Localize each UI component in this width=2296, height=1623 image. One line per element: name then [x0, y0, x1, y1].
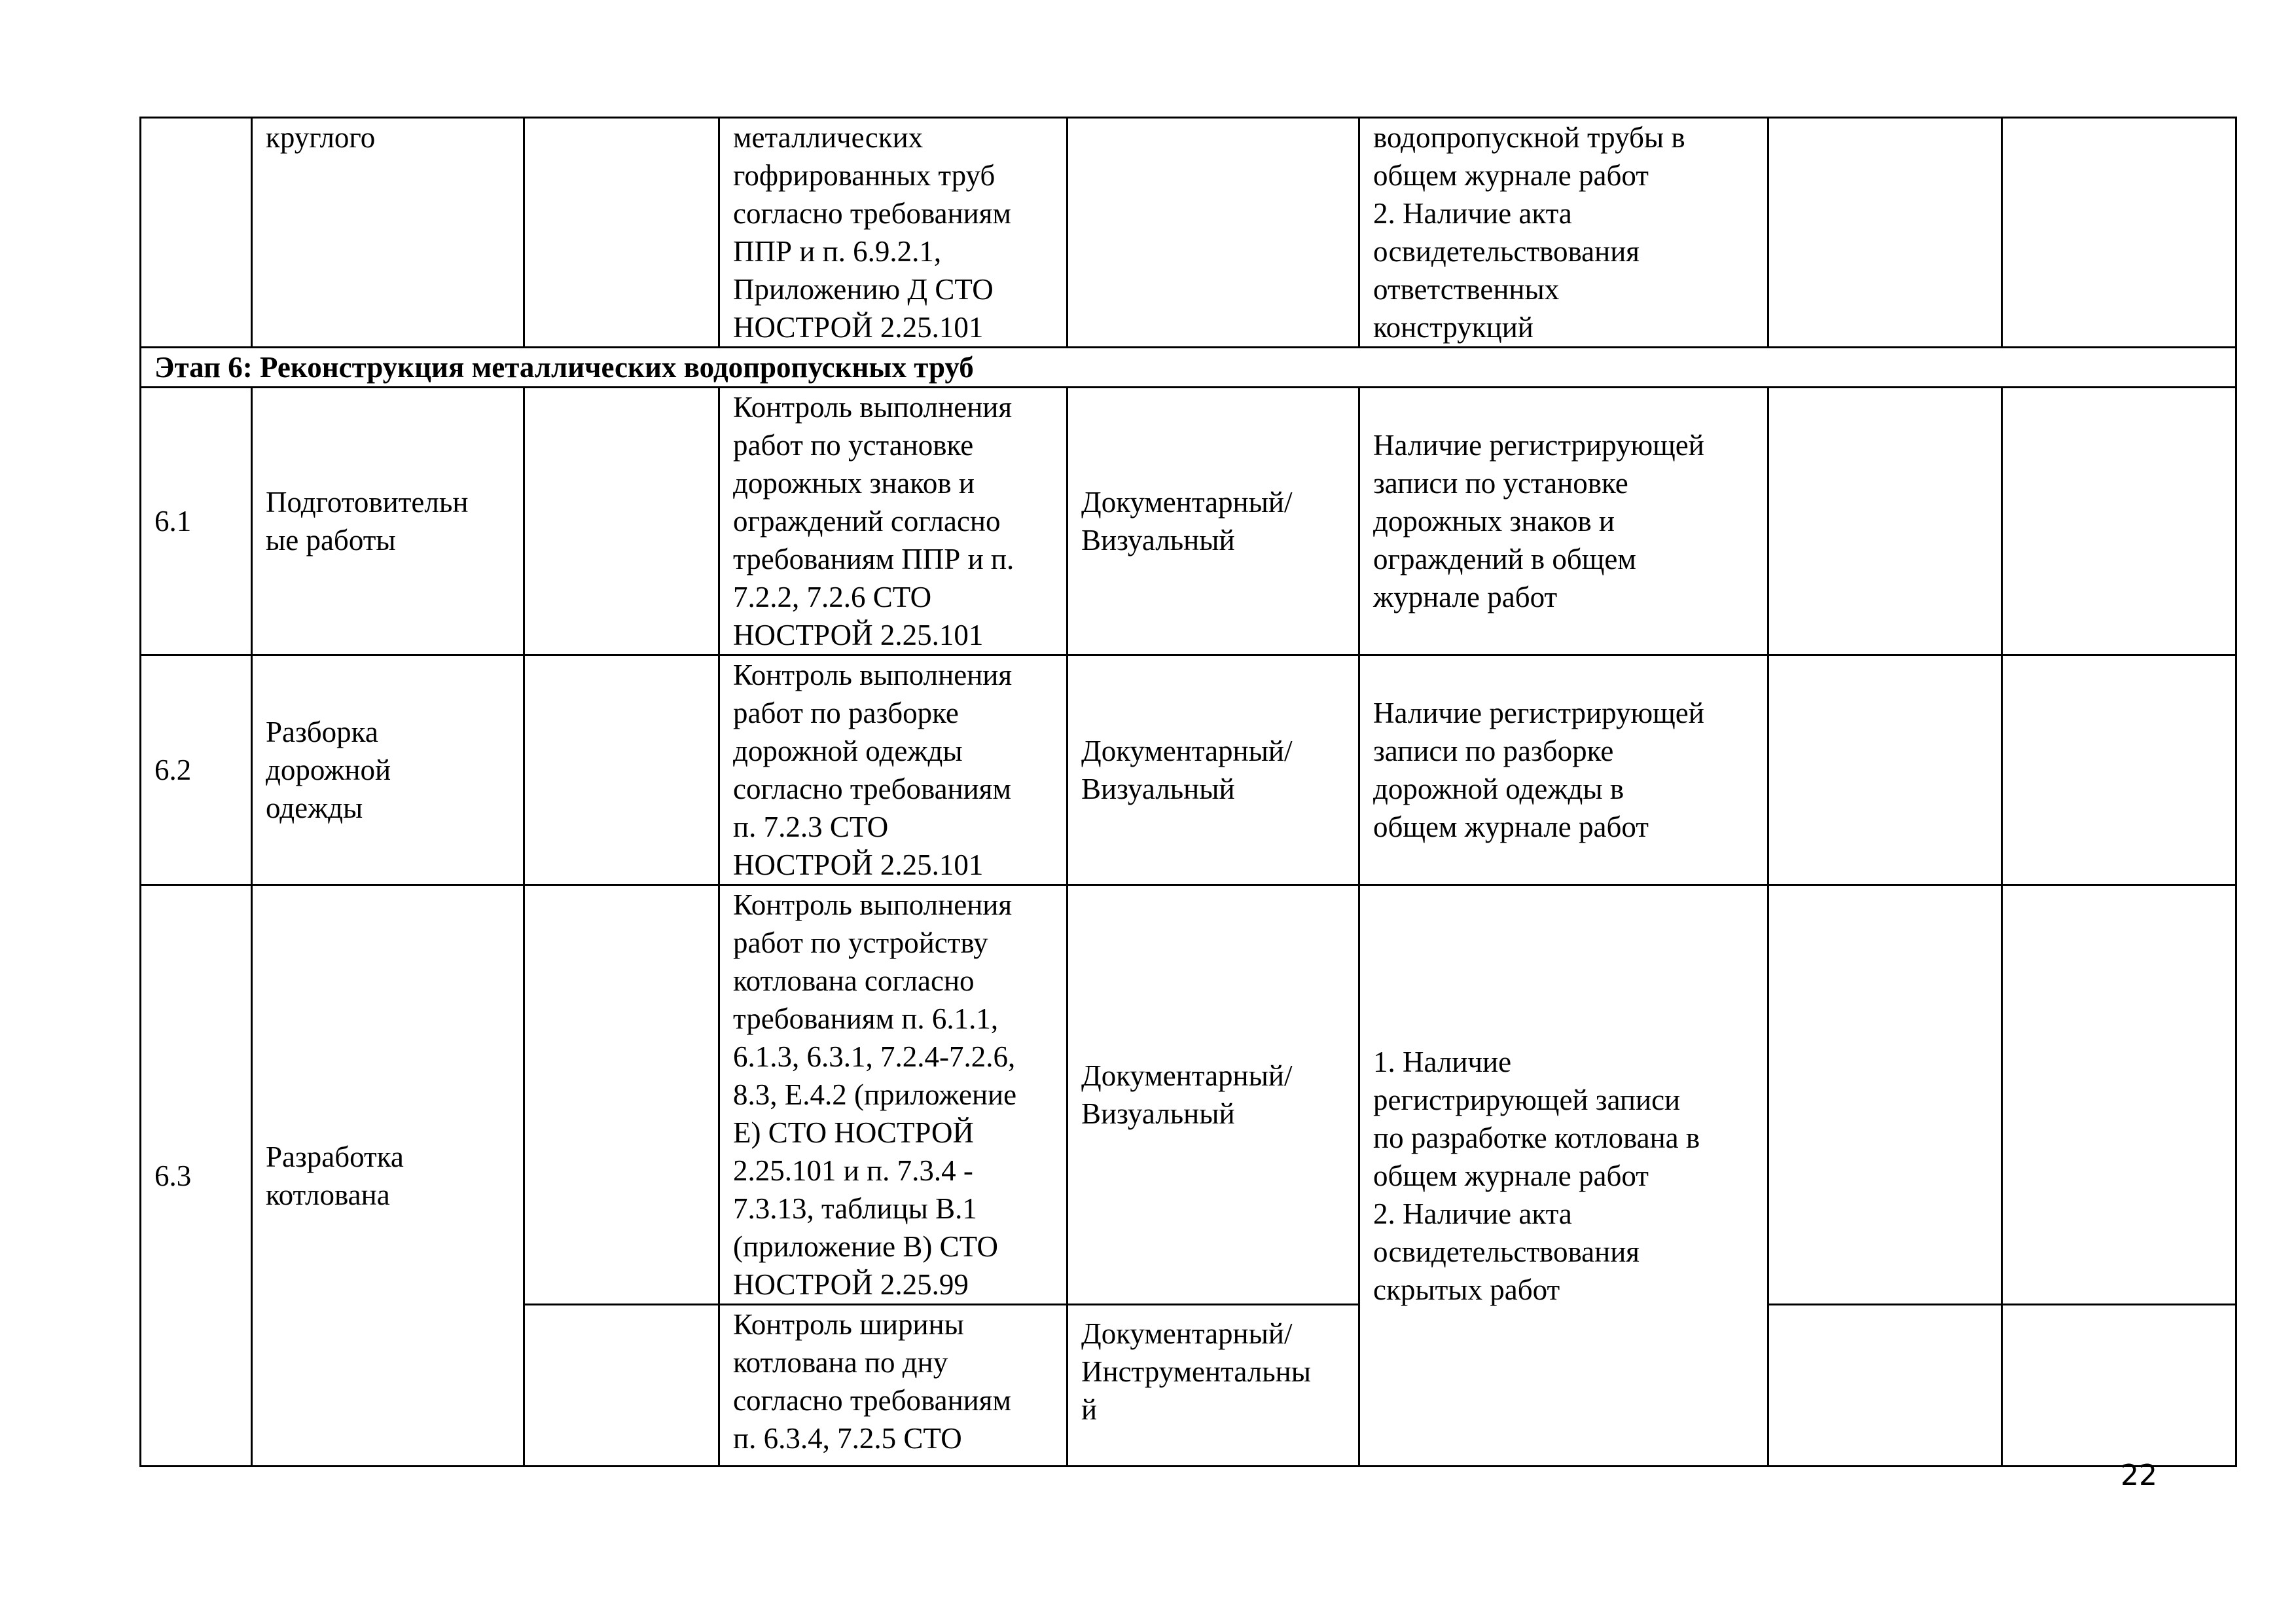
table-row [141, 655, 2236, 885]
method-cell: Документарный/ Визуальный [1067, 885, 1359, 1305]
stage-header-row [141, 348, 2236, 388]
empty-cell [524, 388, 719, 655]
empty-cell [1768, 655, 2002, 885]
empty-cell [2002, 118, 2236, 348]
method-cell: Документарный/ Визуальный [1067, 388, 1359, 655]
row-num-cell [141, 118, 252, 348]
method-cell: Документарный/ Инструментальны й [1067, 1305, 1359, 1467]
requirement-cell: металлических гофрированных труб согласно требованиям ППР и п. 6.9.2.1, Приложению Д СТО НОСТРОЙ 2.25.101 [719, 118, 1067, 348]
empty-cell [524, 655, 719, 885]
row-num-cell: 6.2 [141, 655, 252, 885]
empty-cell [1768, 118, 2002, 348]
evidence-cell: Наличие регистрирующей записи по установке дорожных знаков и ограждений в общем журнале работ [1359, 388, 1768, 655]
table-row [141, 885, 2236, 1305]
requirement-cell: Контроль выполнения работ по установке дорожных знаков и ограждений согласно требованиям ППР и п. 7.2.2, 7.2.6 СТО НОСТРОЙ 2.25.101 [719, 388, 1067, 655]
stage-header: Этап 6: Реконструкция металлических водопропускных труб [141, 348, 2236, 388]
empty-cell [1768, 1305, 2002, 1467]
empty-cell [1768, 388, 2002, 655]
empty-cell [2002, 655, 2236, 885]
evidence-cell: Наличие регистрирующей записи по разборке дорожной одежды в общем журнале работ [1359, 655, 1768, 885]
control-table [139, 117, 2237, 1467]
empty-cell [1768, 885, 2002, 1305]
stage-name-cell: круглого [252, 118, 524, 348]
empty-cell [524, 1305, 719, 1467]
requirement-cell: Контроль выполнения работ по разборке дорожной одежды согласно требованиям п. 7.2.3 СТО НОСТРОЙ 2.25.101 [719, 655, 1067, 885]
evidence-cell: водопропускной трубы в общем журнале работ 2. Наличие акта освидетельствования ответственных конструкций [1359, 118, 1768, 348]
evidence-cell: 1. Наличие регистрирующей записи по разработке котлована в общем журнале работ 2. Наличие акта освидетельствования скрытых работ [1359, 885, 1768, 1467]
requirement-cell: Контроль ширины котлована по дну согласно требованиям п. 6.3.4, 7.2.5 СТО [719, 1305, 1067, 1467]
empty-cell [2002, 1305, 2236, 1467]
table-row [141, 388, 2236, 655]
row-num-cell: 6.1 [141, 388, 252, 655]
stage-name-cell: Подготовительн ые работы [252, 388, 524, 655]
stage-name-cell: Разработка котлована [252, 885, 524, 1467]
method-cell: Документарный/ Визуальный [1067, 655, 1359, 885]
empty-cell [2002, 388, 2236, 655]
empty-cell [524, 118, 719, 348]
method-cell [1067, 118, 1359, 348]
requirement-cell: Контроль выполнения работ по устройству котлована согласно требованиям п. 6.1.1, 6.1.3, 6.3.1, 7.2.4-7.2.6, 8.3, Е.4.2 (приложение Е) СТО НОСТРОЙ 2.25.101 и п. 7.3.4 - 7.3.13, таблицы В.1 (приложение В) СТО НОСТРОЙ 2.25.99 [719, 885, 1067, 1305]
stage-name-cell: Разборка дорожной одежды [252, 655, 524, 885]
empty-cell [2002, 885, 2236, 1305]
table-row [141, 118, 2236, 348]
page-number: 22 [2121, 1459, 2157, 1492]
empty-cell [524, 885, 719, 1305]
row-num-cell: 6.3 [141, 885, 252, 1467]
